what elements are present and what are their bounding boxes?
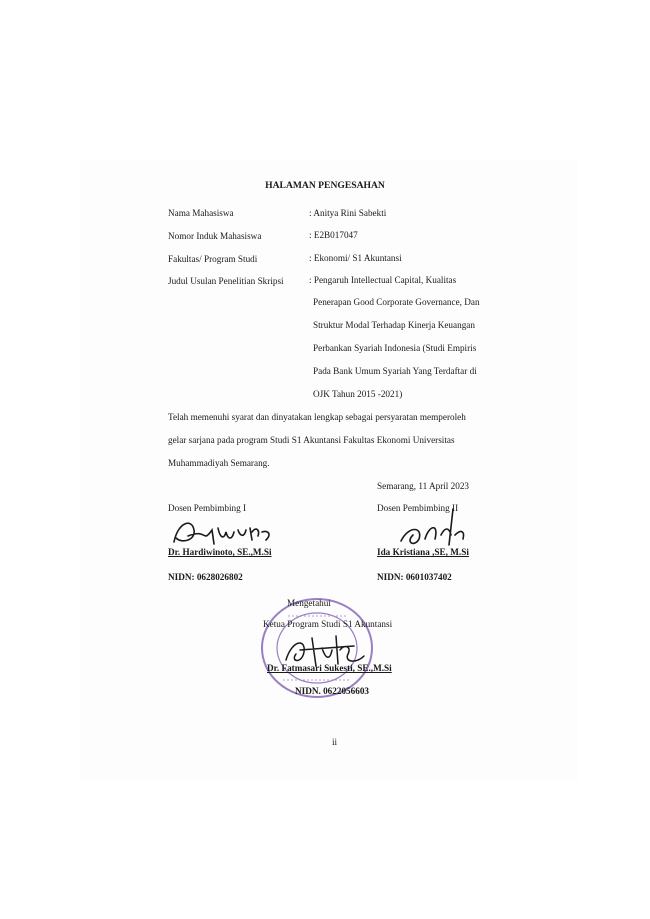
field-label-nama: Nama Mahasiswa <box>168 208 234 218</box>
field-value-nama: : Anitya Rini Sabekti <box>309 208 387 218</box>
field-value-fakultas: : Ekonomi/ S1 Akuntansi <box>309 253 402 263</box>
field-value-nim: : E2B017047 <box>309 230 358 240</box>
approval-name: Dr. Fatmasari Sukesti, SE.,M.Si <box>267 663 392 673</box>
supervisor2-role: Dosen Pembimbing II <box>377 503 459 513</box>
supervisor2-nidn: NIDN: 0601037402 <box>377 572 452 582</box>
page-number: ii <box>332 737 338 747</box>
statement-line: gelar sarjana pada program Studi S1 Akuntansi Fakultas Ekonomi Universitas <box>168 435 455 445</box>
supervisor1-signature <box>168 510 278 550</box>
title-line: Perbankan Syariah Indonesia (Studi Empiris <box>313 343 477 353</box>
approval-role: Ketua Program Studi S1 Akuntansi <box>263 619 393 629</box>
supervisor2-signature <box>395 505 475 550</box>
supervisor2-name: Ida Kristiana ,SE, M.Si <box>377 547 469 557</box>
field-value-judul: : Pengaruh Intellectual Capital, Kualitas <box>309 275 457 285</box>
approval-label: Mengetahui <box>287 598 331 608</box>
field-label-nim: Nomor Induk Mahasiswa <box>168 231 262 241</box>
field-label-judul: Judul Usulan Penelitian Skripsi <box>168 276 284 286</box>
page-title: HALAMAN PENGESAHAN <box>265 180 385 191</box>
field-label-fakultas: Fakultas/ Program Studi <box>168 254 258 264</box>
place-date: Semarang, 11 April 2023 <box>377 481 470 491</box>
title-line: Penerapan Good Corporate Governance, Dan <box>313 297 480 307</box>
title-line: Struktur Modal Terhadap Kinerja Keuangan <box>313 320 475 330</box>
approval-nidn: NIDN. 0622056603 <box>295 686 370 696</box>
supervisor1-role: Dosen Pembimbing I <box>168 503 247 513</box>
statement-line: Telah memenuhi syarat dan dinyatakan lengkap sebagai persyaratan memperoleh <box>168 412 466 422</box>
supervisor1-name: Dr. Hardiwinoto, SE.,M.Si <box>168 547 272 557</box>
supervisor1-nidn: NIDN: 0628026802 <box>168 572 243 582</box>
title-line: OJK Tahun 2015 -2021) <box>313 389 403 399</box>
title-line: Pada Bank Umum Syariah Yang Terdaftar di <box>313 366 477 376</box>
statement-line: Muhammadiyah Semarang. <box>168 458 270 468</box>
